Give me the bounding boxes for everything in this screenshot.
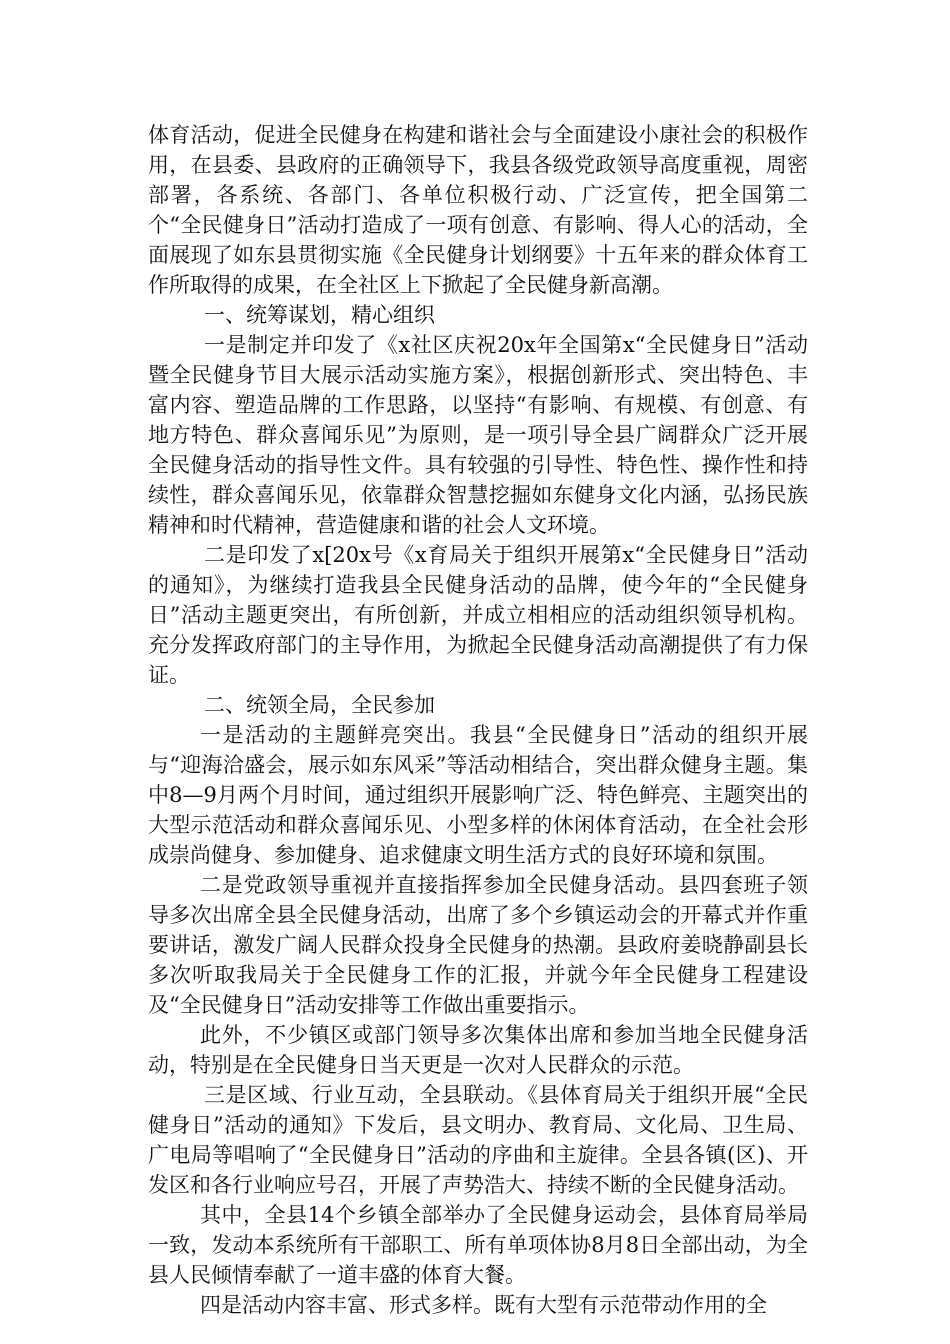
paragraph: 二是印发了x[20x号《x育局关于组织开展第x“全民健身日”活动的通知》，为继续打造我县全民健身活动的品牌，使今年的“全民健身日”活动主题更突出，有所创新，并成立相相应的活动组织领导机构。充分发挥政府部门的主导作用，为掀起全民健身活动高潮提供了有力保证。: [148, 543, 808, 687]
paragraph-intro: 体育活动，促进全民健身在构建和谐社会与全面建设小康社会的积极作用，在县委、县政府的正确领导下，我县各级党政领导高度重视，周密部署，各系统、各部门、各单位积极行动、广泛宣传，把全国第二个“全民健身日”活动打造成了一项有创意、有影响、得人心的活动，全面展现了如东县贯彻实施《全民健身计划纲要》十五年来的群众体育工作所取得的成果，在全社区上下掀起了全民健身新高潮。: [148, 123, 808, 297]
paragraph: 一是制定并印发了《x社区庆祝20x年全国第x“全民健身日”活动暨全民健身节目大展示活动实施方案》，根据创新形式、突出特色、丰富内容、塑造品牌的工作思路，以坚持“有影响、有规模、有创意、有地方特色、群众喜闻乐见”为原则，是一项引导全县广阔群众广泛开展全民健身活动的指导性文件。具有较强的引导性、特色性、操作性和持续性，群众喜闻乐见，依靠群众智慧挖掘如东健身文化内涵，弘扬民族精神和时代精神，营造健康和谐的社会人文环境。: [148, 333, 808, 537]
section-heading-2: 二、统领全局，全民参加: [204, 693, 435, 717]
paragraph: 其中，全县14个乡镇全部举办了全民健身运动会，县体育局举局一致，发动本系统所有干部职工、所有单项体协8月8日全部出动，为全县人民倾情奉献了一道丰盛的体育大餐。: [148, 1203, 808, 1287]
paragraph: 二是党政领导重视并直接指挥参加全民健身活动。县四套班子领导多次出席全县全民健身活动，出席了多个乡镇运动会的开幕式并作重要讲话，激发广阔人民群众投身全民健身的热潮。县政府姜晓静副县长多次听取我局关于全民健身工作的汇报，并就今年全民健身工程建设及“全民健身日”活动安排等工作做出重要指示。: [148, 873, 808, 1017]
section-heading-1: 一、统筹谋划，精心组织: [204, 303, 435, 327]
paragraph: 此外，不少镇区或部门领导多次集体出席和参加当地全民健身活动，特别是在全民健身日当天更是一次对人民群众的示范。: [148, 1023, 808, 1077]
paragraph: 一是活动的主题鲜亮突出。我县“全民健身日”活动的组织开展与“迎海洽盛会，展示如东风采”等活动相结合，突出群众健身主题。集中8—9月两个月时间，通过组织开展影响广泛、特色鲜亮、主题突出的大型示范活动和群众喜闻乐见、小型多样的休闲体育活动，在全社会形成崇尚健身、参加健身、追求健康文明生活方式的良好环境和氛围。: [148, 723, 808, 867]
paragraph: 三是区域、行业互动，全县联动。《县体育局关于组织开展“全民健身日”活动的通知》下发后，县文明办、教育局、文化局、卫生局、广电局等唱响了“全民健身日”活动的序曲和主旋律。全县各镇(区)、开发区和各行业响应号召，开展了声势浩大、持续不断的全民健身活动。: [148, 1083, 808, 1197]
paragraph: 四是活动内容丰富、形式多样。既有大型有示范带动作用的全: [200, 1293, 767, 1317]
document-body: [148, 120, 808, 1320]
